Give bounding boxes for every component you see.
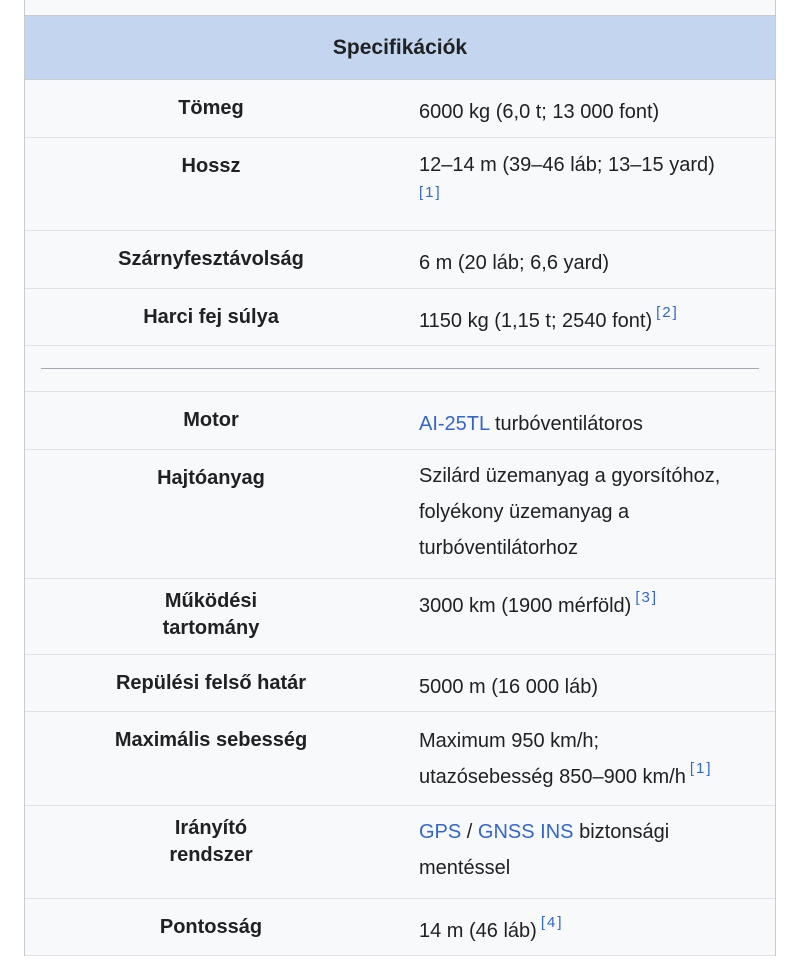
row-label: Szárnyfesztávolság xyxy=(118,248,304,270)
row-value xyxy=(397,579,775,654)
value-text: Szilárd üzemanyag a gyorsítóhoz, folyékony üzemanyag a turbóventilátorhoz xyxy=(419,465,721,559)
row-service-ceiling xyxy=(25,655,775,712)
value-text: turbóventilátoros xyxy=(489,413,643,435)
separator-text: / xyxy=(461,821,478,843)
row-value xyxy=(397,655,775,711)
row-value xyxy=(397,138,775,230)
value-text: 1150 kg (1,15 t; 2540 font) xyxy=(419,310,653,332)
value-text: Maximum 950 km/h; xyxy=(419,730,600,752)
row-engine xyxy=(25,392,775,450)
row-operational-range xyxy=(25,579,775,655)
row-label: Hajtóanyag xyxy=(157,467,265,489)
citation-link[interactable]: [4] xyxy=(540,914,564,931)
row-value xyxy=(397,80,775,137)
row-warhead-weight xyxy=(25,289,775,346)
gnss-link[interactable]: GNSS xyxy=(477,821,535,843)
section-divider xyxy=(25,346,775,392)
row-accuracy xyxy=(25,899,775,956)
row-label: Repülési felső határ xyxy=(115,672,307,694)
value-text: utazósebesség 850–900 km/h xyxy=(419,766,686,788)
ins-link[interactable]: INS xyxy=(540,821,574,843)
row-value xyxy=(397,231,775,288)
value-text: 12–14 m (39–46 láb; 13–15 yard) xyxy=(419,154,715,176)
row-label xyxy=(25,579,397,654)
value-text: biztonsági mentéssel xyxy=(419,821,670,879)
row-label: Hossz xyxy=(181,155,241,177)
value-text: 14 m (46 láb) xyxy=(419,920,537,942)
row-value xyxy=(397,712,775,805)
row-label xyxy=(25,806,397,898)
infobox-top-strip xyxy=(24,0,776,15)
row-label: Tömeg xyxy=(178,97,244,119)
row-value xyxy=(397,289,775,345)
value-text: 6 m (20 láb; 6,6 yard) xyxy=(419,252,610,274)
specifications-infobox xyxy=(24,15,776,956)
row-wingspan xyxy=(25,231,775,289)
citation-link[interactable]: [2] xyxy=(656,304,679,321)
label-line: tartomány xyxy=(162,617,260,639)
row-mass xyxy=(25,80,775,138)
infobox-title: Specifikációk xyxy=(25,16,775,80)
citation-link[interactable]: [1] xyxy=(689,760,713,777)
value-text: 6000 kg (6,0 t; 13 000 font) xyxy=(419,101,660,123)
horizontal-rule xyxy=(41,368,759,369)
citation-link[interactable]: [3] xyxy=(635,589,659,606)
value-text: 3000 km (1900 mérföld) xyxy=(419,595,632,617)
row-value xyxy=(397,450,775,578)
row-value xyxy=(397,392,775,449)
row-label: Motor xyxy=(183,409,239,431)
row-propellant xyxy=(25,450,775,579)
row-label: Maximális sebesség xyxy=(114,729,308,751)
label-line: Irányító xyxy=(174,817,248,839)
row-label: Pontosság xyxy=(159,916,263,938)
label-line: rendszer xyxy=(169,844,253,866)
value-text: 5000 m (16 000 láb) xyxy=(419,676,599,698)
row-max-speed xyxy=(25,712,775,806)
engine-link[interactable]: AI-25TL xyxy=(419,413,490,435)
citation-link[interactable]: [1] xyxy=(419,184,442,201)
row-guidance-system xyxy=(25,806,775,899)
row-value xyxy=(397,899,775,955)
row-value xyxy=(397,806,775,898)
row-label: Harci fej súlya xyxy=(143,306,279,328)
gps-link[interactable]: GPS xyxy=(419,821,462,843)
row-length xyxy=(25,138,775,231)
label-line: Működési xyxy=(164,590,258,612)
